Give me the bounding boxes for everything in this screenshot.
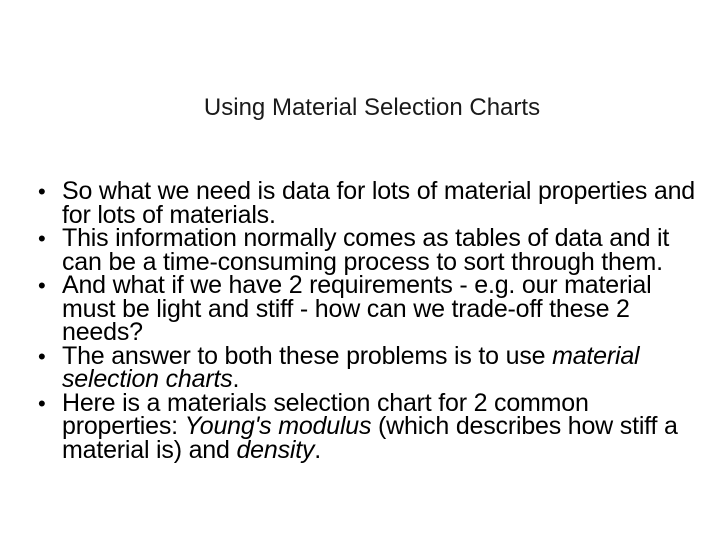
bullet-text-part: The answer to both these problems is to use xyxy=(62,341,553,370)
bullet-text-emphasis: material selection charts xyxy=(62,341,640,393)
bullet-item xyxy=(38,177,698,229)
bullet-text xyxy=(62,224,669,276)
bullet-text-part: (which describes how stiff a material is) and xyxy=(62,412,678,464)
bullet-marker: • xyxy=(38,390,46,416)
bullet-list xyxy=(38,177,698,464)
bullet-item xyxy=(38,224,698,276)
bullet-text xyxy=(62,177,695,229)
bullet-text-emphasis: density xyxy=(236,435,315,464)
bullet-text-part: This information normally comes as tables of data and it can be a time-consuming process to sort through them. xyxy=(62,224,670,276)
bullet-text-part: . xyxy=(314,435,322,464)
bullet-item xyxy=(38,341,698,393)
bullet-text-emphasis: Young's modulus xyxy=(184,412,372,440)
bullet-text xyxy=(62,389,678,464)
bullet-text-part: . xyxy=(232,365,240,393)
bullet-text-part: So what we need is data for lots of material properties and for lots of materials. xyxy=(62,177,695,229)
slide-title: Using Material Selection Charts xyxy=(203,94,541,121)
bullet-marker: • xyxy=(38,343,46,369)
bullet-marker: • xyxy=(38,273,46,298)
bullet-text-part: Here is a materials selection chart for 2 common properties: xyxy=(62,388,589,440)
bullet-marker: • xyxy=(38,179,46,204)
bullet-item xyxy=(38,388,698,464)
bullet-marker: • xyxy=(38,226,46,251)
bullet-text xyxy=(62,342,639,394)
bullet-item xyxy=(38,271,698,346)
bullet-text xyxy=(62,271,652,346)
bullet-text-part: And what if we have 2 requirements - e.g. our material must be light and stiff - how can we trade-off these 2 needs? xyxy=(62,271,652,346)
